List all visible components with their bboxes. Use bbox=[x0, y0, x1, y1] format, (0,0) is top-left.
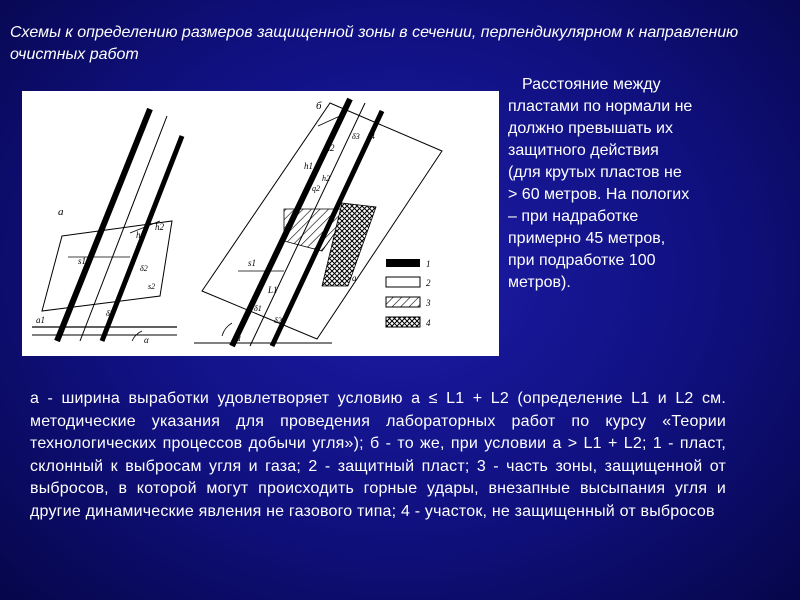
scheme-a-zone-outline bbox=[42, 221, 172, 311]
legend-swatch-1 bbox=[386, 259, 420, 267]
label-h2: h2 bbox=[155, 222, 164, 232]
legend-label-4: 4 bbox=[426, 318, 431, 328]
label-b-h1: h1 bbox=[304, 161, 313, 171]
scheme-b-alpha-arc bbox=[222, 323, 232, 336]
label-b-h2: h2 bbox=[322, 174, 330, 183]
scheme-a-alpha-arc bbox=[132, 331, 142, 341]
scheme-drawing bbox=[22, 91, 499, 356]
scheme-figure bbox=[22, 91, 499, 356]
scheme-a-seam-1 bbox=[57, 109, 150, 341]
label-d3-b: δ3 bbox=[352, 132, 360, 141]
label-l1: L1 bbox=[268, 285, 278, 295]
label-d2: δ2 bbox=[140, 264, 148, 273]
label-b-s1: s1 bbox=[248, 258, 257, 268]
right-text-line: Расстояние между bbox=[522, 76, 661, 93]
right-text-line: – при надработке bbox=[508, 208, 639, 225]
label-q1: q1 bbox=[286, 220, 294, 229]
label-q2: q2 bbox=[312, 184, 320, 193]
label-s2: s2 bbox=[148, 282, 156, 291]
legend-swatch-3 bbox=[386, 297, 420, 307]
scheme-b bbox=[194, 99, 442, 346]
label-d1-b: δ1 bbox=[254, 304, 262, 313]
right-text-line: примерно 45 метров, bbox=[508, 230, 666, 247]
slide-title: Схемы к определению размеров защищенной зоны в сечении, перпендикулярном к направлению очистных работ bbox=[10, 24, 739, 63]
right-text-line: метров). bbox=[508, 274, 571, 291]
label-alpha-b: α bbox=[236, 333, 241, 343]
right-text-line: должно превышать их bbox=[508, 120, 673, 137]
label-b: б bbox=[316, 100, 322, 112]
legend-swatch-2 bbox=[386, 277, 420, 287]
legend-label-3: 3 bbox=[426, 298, 431, 308]
label-a: а bbox=[58, 206, 64, 218]
label-h1: h1 bbox=[136, 230, 145, 240]
legend-label-1: 1 bbox=[426, 259, 431, 269]
label-d2-b: δ2 bbox=[274, 316, 282, 325]
right-text-line: при подработке 100 bbox=[508, 252, 656, 269]
legend bbox=[386, 259, 431, 328]
label-d4-b: δ4 bbox=[367, 132, 375, 141]
label-a1: a1 bbox=[36, 315, 45, 325]
label-s1: s1 bbox=[78, 256, 87, 266]
label-alpha-a: α bbox=[144, 335, 149, 345]
label-l2: L2 bbox=[325, 143, 335, 153]
right-text-line: (для крутых пластов не bbox=[508, 164, 682, 181]
right-text-block bbox=[508, 74, 748, 294]
right-text-line: > 60 метров. На пологих bbox=[508, 186, 690, 203]
right-text-line: защитного действия bbox=[508, 142, 659, 159]
legend-swatch-4 bbox=[386, 317, 420, 327]
scheme-a-seam-thin bbox=[80, 116, 167, 341]
figure-caption: а - ширина выработки удовлетворяет условию a ≤ L1 + L2 (определение L1 и L2 см. методические указания для проведения лабораторных работ по курсу «Теории технологических процессов добычи угля»); б - то же, при условии a > L1 + L2; 1 - пласт, склонный к выбросам угля и газа; 2 - защитный пласт; 3 - часть зоны, защищенной от выбросов, в которой могут происходить горные удары, внезапные высыпания угля и другие динамические явления не газового типа; 4 - участок, не защищенный от выбросов bbox=[30, 390, 726, 520]
scheme-a bbox=[32, 109, 182, 345]
right-text-line: пластами по нормали не bbox=[508, 98, 693, 115]
legend-label-2: 2 bbox=[426, 278, 431, 288]
label-a-side: a bbox=[352, 273, 357, 283]
label-d3: δ3 bbox=[106, 309, 114, 318]
